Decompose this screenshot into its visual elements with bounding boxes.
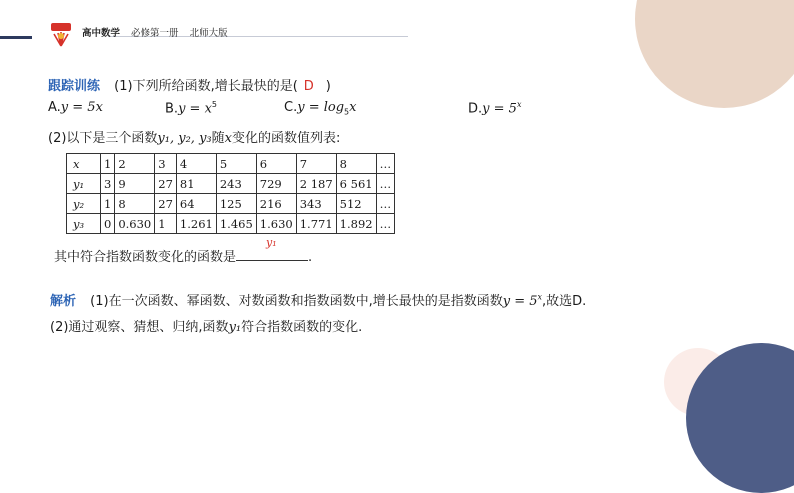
table-cell: 1.465 (216, 214, 256, 234)
table-cell: 1.261 (176, 214, 216, 234)
publisher-logo-icon (50, 22, 72, 48)
table-cell: 64 (176, 194, 216, 214)
table-cell: 1 (155, 214, 177, 234)
table-cell: 216 (256, 194, 296, 214)
table-row (67, 154, 395, 174)
table-cell: 0.630 (115, 214, 155, 234)
header-edition: 北师大版 (189, 28, 228, 39)
question-1-close: ) (325, 79, 331, 94)
table-cell: 7 (296, 154, 336, 174)
table-row-header: x (67, 154, 101, 174)
solution-line-2: (2)通过观察、猜想、归纳,函数y₁符合指数函数的变化. (50, 320, 363, 335)
option-d: $D.y = 5^x$ (468, 100, 522, 117)
header-breadcrumb (82, 25, 236, 39)
table-row-header: y₁ (67, 174, 101, 194)
fill-answer: y₁ (266, 236, 277, 249)
table-cell: 243 (216, 174, 256, 194)
option-c: $C.y = \log_5x$ (284, 100, 357, 117)
options-row (48, 100, 608, 118)
fill-in-question: 其中符合指数函数变化的函数是 y₁ . (54, 236, 313, 265)
table-cell: 8 (336, 154, 376, 174)
question-2: (2)以下是三个函数y₁, y₂, y₃随x变化的函数值列表: (48, 131, 341, 146)
table-cell: 1 (101, 154, 115, 174)
table-cell: 8 (115, 194, 155, 214)
table-cell: 0 (101, 214, 115, 234)
table-cell: 2 (115, 154, 155, 174)
table-cell: … (376, 214, 395, 234)
decor-circle-tan (635, 0, 794, 108)
option-a: A.y = 5x (48, 100, 103, 115)
table-cell: 1.892 (336, 214, 376, 234)
table-cell: 9 (115, 174, 155, 194)
table-cell: … (376, 194, 395, 214)
question-1 (48, 75, 331, 94)
table-cell: 343 (296, 194, 336, 214)
table-row-header: y₃ (67, 214, 101, 234)
table-row (67, 194, 395, 214)
table-cell: 3 (155, 154, 177, 174)
header-accent-bar (0, 36, 32, 39)
table-cell: 512 (336, 194, 376, 214)
function-value-table (66, 153, 395, 234)
table-cell: 1.630 (256, 214, 296, 234)
table-row (67, 214, 395, 234)
table-cell: 1 (101, 194, 115, 214)
header-book: 必修第一册 (131, 28, 179, 39)
header-subject: 高中数学 (82, 28, 121, 39)
fill-blank (236, 236, 308, 261)
table-cell: 5 (216, 154, 256, 174)
solution-line-1: 解析 (1)在一次函数、幂函数、对数函数和指数函数中,增长最快的是指数函数$y = 5^x$,故选D. (50, 292, 587, 309)
option-b: $B.y = x^5$ (165, 100, 217, 117)
question-1-text: (1)下列所给函数,增长最快的是( (114, 79, 298, 94)
question-1-answer: D (303, 79, 314, 94)
table-cell: 6 561 (336, 174, 376, 194)
table-cell: 6 (256, 154, 296, 174)
table-cell: 3 (101, 174, 115, 194)
table-row (67, 174, 395, 194)
table-cell: 4 (176, 154, 216, 174)
table-cell: 125 (216, 194, 256, 214)
table-cell: 2 187 (296, 174, 336, 194)
practice-label: 跟踪训练 (48, 79, 101, 94)
table-cell: 729 (256, 174, 296, 194)
table-cell: 27 (155, 194, 177, 214)
table-cell: 81 (176, 174, 216, 194)
table-cell: … (376, 154, 395, 174)
table-cell: 1.771 (296, 214, 336, 234)
table-cell: … (376, 174, 395, 194)
table-row-header: y₂ (67, 194, 101, 214)
solution-label: 解析 (50, 294, 77, 309)
table-cell: 27 (155, 174, 177, 194)
